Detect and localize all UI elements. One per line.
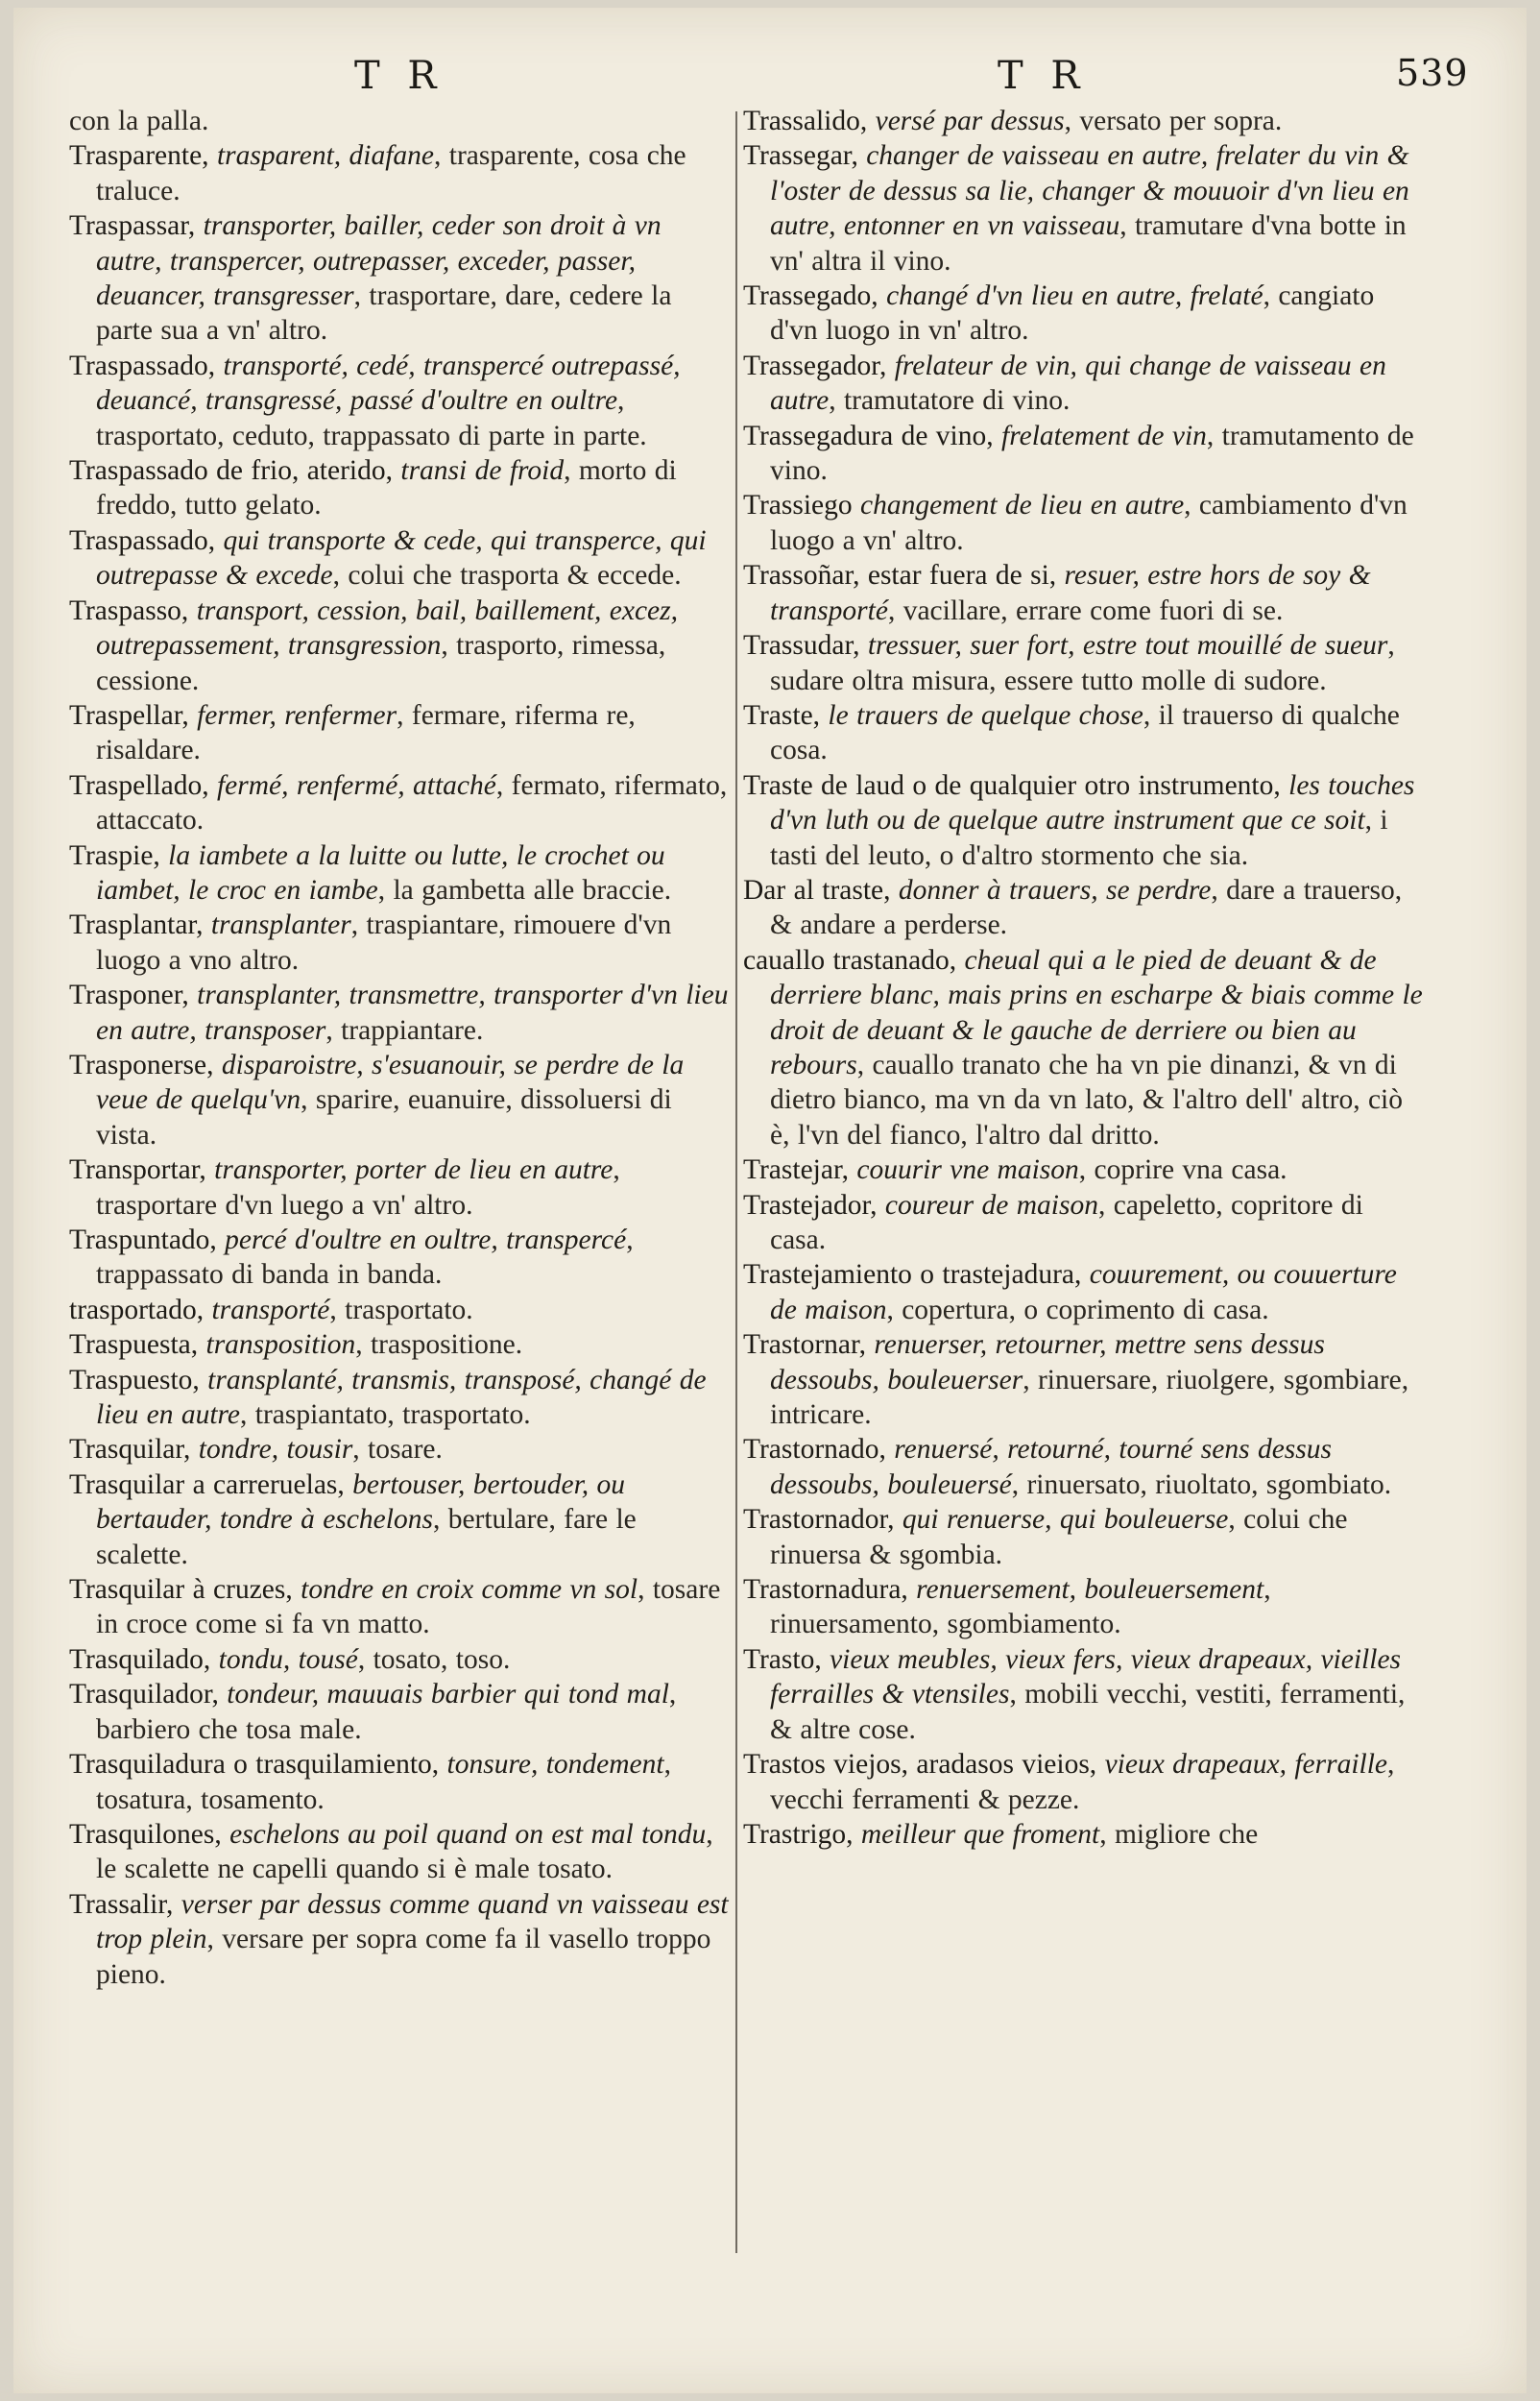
entry-headword: Trasquilador, <box>69 1679 219 1710</box>
entry-italian: , morto di freddo, tutto gelato. <box>96 455 677 521</box>
entry-headword: Trasto, <box>743 1643 822 1675</box>
entry-italian: , versare per sopra come fa il vasello troppo pieno. <box>96 1924 711 1990</box>
dictionary-entry <box>69 1817 732 1887</box>
entry-french: tondu, tousé <box>210 1643 358 1675</box>
entry-french: qui renuerse, qui bouleuerse <box>894 1504 1229 1536</box>
dictionary-entry <box>69 1363 732 1433</box>
entry-headword: Traspassado, <box>69 524 216 556</box>
entry-french: resuer, estre hors de soy & transporté <box>770 560 1371 626</box>
entry-italian: , trasportato, ceduto, trappassato di parte in parte. <box>96 385 647 451</box>
entry-italian: , tramutare d'vna botte in vn' altra il vino. <box>770 210 1407 277</box>
entry-french: transposition <box>198 1329 356 1361</box>
entry-italian: , barbiero che tosa male. <box>96 1679 677 1745</box>
entry-italian: , tosatura, tosamento. <box>96 1749 671 1815</box>
entry-italian: , trasporto, rimessa, cessione. <box>96 630 666 696</box>
dictionary-entry <box>69 1327 732 1362</box>
dictionary-entry <box>743 1572 1427 1642</box>
entry-headword: Trassoñar, estar fuera de si, <box>743 560 1057 592</box>
dictionary-entry <box>69 1887 732 1992</box>
right-running-head: T R <box>998 54 1088 98</box>
entry-french: vieux drapeaux, ferraille <box>1096 1749 1388 1781</box>
entry-italian: , tosare. <box>352 1434 443 1466</box>
entry-headword: Traspie, <box>69 839 160 871</box>
page-header <box>13 46 1527 104</box>
entry-french: frelateur de vin, qui change de vaisseau en autre <box>770 350 1386 417</box>
entry-french: tondre en croix comme vn sol <box>292 1574 638 1606</box>
entry-french: donner à trauers, se perdre <box>890 874 1212 906</box>
entry-italian: , tramutatore di vino. <box>829 385 1071 417</box>
column-divider <box>735 111 737 2253</box>
entry-italian: , le scalette ne capelli quando si è male tosato. <box>96 1818 713 1885</box>
entry-italian: , trappiantare. <box>325 1014 484 1046</box>
entry-headword: Trasquiladura o trasquilamiento, <box>69 1749 440 1781</box>
entry-italian: , trappassato di banda in banda. <box>96 1225 634 1291</box>
entry-italian: , traspositione. <box>355 1329 523 1361</box>
dictionary-entry <box>69 453 732 523</box>
entry-headword: Trastornadura, <box>743 1574 908 1606</box>
right-column <box>743 104 1427 1852</box>
entry-italian: , fermare, riferma re, risaldare. <box>96 699 636 766</box>
entry-headword: Trasparente, <box>69 140 209 172</box>
entry-french: fermer, renfermer <box>188 699 397 731</box>
dictionary-entry <box>743 1502 1427 1572</box>
entry-french: disparoistre, s'esuanouir, se perdre de la veue de quelqu'vn <box>96 1049 685 1116</box>
entry-french: tonsure, tondement <box>439 1749 664 1781</box>
dictionary-entry <box>743 768 1427 873</box>
entry-french: trasparent, diafane <box>208 140 435 172</box>
entry-italian: , colui che trasporta & eccede. <box>332 560 682 592</box>
dictionary-entry <box>743 628 1427 698</box>
entry-italian: , colui che rinuersa & sgombia. <box>770 1504 1348 1570</box>
entry-french: les touches d'vn luth ou de quelque autre instrument que ce soit <box>770 769 1415 837</box>
dictionary-entry <box>743 1817 1427 1852</box>
entry-headword: Trassegar, <box>743 140 858 172</box>
dictionary-entry <box>743 558 1427 628</box>
entry-headword: Traspellado, <box>69 769 209 801</box>
entry-french: verser par dessus comme quand vn vaisseau est trop plein <box>96 1888 729 1955</box>
entry-headword: Trastornar, <box>743 1329 867 1361</box>
entry-headword: Trassegadura de vino, <box>743 420 994 451</box>
dictionary-entry <box>743 138 1427 279</box>
entry-italian: , traspiantato, trasportato. <box>240 1399 531 1431</box>
dictionary-entry <box>69 138 732 208</box>
entry-headword: Traste de laud o de qualquier otro instrumento, <box>743 769 1281 801</box>
dictionary-entry <box>69 1432 732 1467</box>
entry-italian: , dare a trauerso, & andare a perderse. <box>770 874 1403 941</box>
entry-french: transporter, porter de lieu en autre <box>205 1154 614 1186</box>
entry-headword: Trastornador, <box>743 1504 895 1536</box>
entry-italian: , tramutamento de vino. <box>770 420 1414 487</box>
entry-italian: , rinuersare, riuolgere, sgombiare, intricare. <box>770 1364 1409 1431</box>
entry-headword: Transportar, <box>69 1154 206 1186</box>
entry-italian: con la palla. <box>69 106 209 136</box>
left-column <box>69 104 732 1992</box>
entry-headword: Traspellar, <box>69 699 189 731</box>
entry-french: couurir vne maison <box>848 1154 1079 1186</box>
entry-italian: , traspiantare, rimouere d'vn luogo a vno altro. <box>96 909 672 976</box>
entry-french: cheual qui a le pied de deuant & de derriere blanc, mais prins en escharpe & biais comme le droit de deuant & le gauche de derriere ou bien au rebours <box>770 944 1423 1080</box>
entry-italian: , mobili vecchi, vestiti, ferramenti, & altre cose. <box>770 1679 1406 1745</box>
dictionary-entry <box>69 208 732 349</box>
dictionary-entry <box>69 768 732 838</box>
entry-italian: , cangiato d'vn luogo in vn' altro. <box>770 280 1375 347</box>
entry-italian: , tosare in croce come si fa vn matto. <box>96 1574 721 1640</box>
entry-headword: trasportado, <box>69 1294 205 1325</box>
left-running-head: T R <box>354 54 445 98</box>
dictionary-entry <box>743 104 1427 138</box>
entry-italian: , trasportato. <box>329 1294 473 1325</box>
entry-headword: Trassalido, <box>743 106 868 136</box>
dictionary-entry <box>743 873 1427 943</box>
entry-french: couurement, ou couuerture de maison <box>770 1259 1397 1325</box>
entry-french: renuerser, retourner, mettre sens dessus dessoubs, bouleuerser <box>770 1329 1325 1395</box>
dictionary-entry <box>69 1572 732 1642</box>
dictionary-entry <box>743 1642 1427 1747</box>
entry-headword: Traspuesto, <box>69 1364 200 1395</box>
entry-french: renuersement, bouleuersement <box>907 1574 1264 1606</box>
entry-italian: , trasparente, cosa che traluce. <box>96 140 686 206</box>
entry-headword: Trastrigo, <box>743 1818 854 1850</box>
dictionary-entry <box>743 698 1427 768</box>
entry-italian: , sparire, euanuire, dissoluersi di vista. <box>96 1084 672 1151</box>
dictionary-entry <box>69 978 732 1048</box>
entry-headword: Trassegador, <box>743 350 887 381</box>
entry-italian: , vecchi ferramenti & pezze. <box>770 1749 1395 1815</box>
entry-italian: , cauallo tranato che ha vn pie dinanzi, & vn di dietro bianco, ma vn da vn lato, & l'altro dell' altro, ciò è, l'vn del fianco, l'altro dal dritto. <box>770 1049 1403 1151</box>
dictionary-entry <box>743 279 1427 349</box>
entry-italian: , fermato, rifermato, attaccato. <box>96 769 728 837</box>
entry-headword: Trasquilado, <box>69 1643 211 1675</box>
entry-italian: , cambiamento d'vn luogo a vn' altro. <box>770 490 1408 556</box>
entry-headword: Trastejamiento o trastejadura, <box>743 1259 1082 1291</box>
dictionary-entry <box>743 1257 1427 1327</box>
dictionary-entry <box>743 1327 1427 1432</box>
entry-headword: Trasquilar a carreruelas, <box>69 1468 345 1500</box>
dictionary-entry <box>743 1152 1427 1187</box>
entry-italian: , sudare oltra misura, essere tutto molle di sudore. <box>770 630 1395 696</box>
entry-headword: Trasplantar, <box>69 909 204 941</box>
entry-french: tressuer, suer fort, estre tout mouillé de sueur <box>859 630 1388 662</box>
page-number: 539 <box>1396 52 1469 94</box>
entry-french: transporté <box>204 1294 330 1325</box>
entry-french: tondre, tousir <box>190 1434 353 1466</box>
entry-french: changer de vaisseau en autre, frelater du vin & l'oster de dessus sa lie, changer & mouuoir d'vn lieu en autre, entonner en vn vaisseau <box>770 140 1409 242</box>
entry-headword: Trassegado, <box>743 280 878 312</box>
dictionary-entry <box>69 698 732 768</box>
dictionary-entry <box>69 1048 732 1152</box>
entry-headword: Trasponerse, <box>69 1049 214 1080</box>
dictionary-entry <box>743 1432 1427 1502</box>
dictionary-entry <box>69 523 732 594</box>
entry-french: le trauers de quelque chose <box>820 699 1143 731</box>
dictionary-entry <box>69 1747 732 1817</box>
entry-headword: Trasquilones, <box>69 1818 222 1850</box>
dictionary-page <box>13 8 1527 2393</box>
entry-italian: , trasportare, dare, cedere la parte sua a vn' altro. <box>96 280 672 347</box>
entry-french: tondeur, mauuais barbier qui tond mal <box>218 1679 669 1710</box>
dictionary-entry <box>69 1293 732 1327</box>
entry-french: bertouser, bertouder, ou bertauder, tondre à eschelons <box>96 1468 626 1536</box>
dictionary-entry <box>743 1188 1427 1258</box>
entry-french: changé d'vn lieu en autre, frelaté <box>878 280 1263 312</box>
entry-french: transplanté, transmis, transposé, changé de lieu en autre <box>96 1364 707 1431</box>
entry-headword: Traspassado de frio, aterido, <box>69 455 393 487</box>
entry-french: qui transporte & cede, qui transperce, qui outrepasse & excede <box>96 524 707 592</box>
dictionary-entry <box>69 908 732 978</box>
entry-french: fermé, renfermé, attaché <box>208 769 496 801</box>
entry-french: la iambete a la luitte ou lutte, le crochet ou iambet, le croc en iambe <box>96 839 665 906</box>
dictionary-entry <box>69 1467 732 1572</box>
entry-headword: Dar al traste, <box>743 874 891 906</box>
entry-french: renuersé, retourné, tourné sens dessus dessoubs, bouleuersé <box>770 1434 1332 1500</box>
dictionary-entry <box>69 1152 732 1223</box>
entry-french: transporter, bailler, ceder son droit à vn autre, transpercer, outrepasser, exceder, passer, deuancer, transgresser <box>96 210 662 312</box>
entry-headword: Trasquilar, <box>69 1434 191 1466</box>
dictionary-entry <box>69 104 732 138</box>
entry-french: meilleur que froment <box>853 1818 1100 1850</box>
entry-headword: Trasponer, <box>69 980 189 1011</box>
entry-french: percé d'oultre en oultre, transpercé <box>216 1225 627 1255</box>
entry-italian: , versato per sopra. <box>1064 106 1283 136</box>
dictionary-entry <box>69 838 732 909</box>
dictionary-entry <box>69 1677 732 1747</box>
entry-headword: Traspuesta, <box>69 1329 199 1361</box>
dictionary-entry <box>743 943 1427 1152</box>
entry-headword: Traspuntado, <box>69 1225 217 1255</box>
entry-headword: Trasquilar à cruzes, <box>69 1574 293 1606</box>
entry-headword: Traspassado, <box>69 350 216 381</box>
entry-french: eschelons au poil quand on est mal tondu <box>221 1818 707 1850</box>
entry-french: transporté, cedé, transpercé outrepassé, deuancé, transgressé, passé d'oultre en oultre <box>96 350 681 417</box>
entry-french: coureur de maison <box>877 1189 1098 1221</box>
entry-italian: , rinuersato, riuoltato, sgombiato. <box>1011 1468 1392 1500</box>
dictionary-entry <box>69 1642 732 1677</box>
entry-french: changement de lieu en autre <box>852 490 1185 521</box>
entry-french: frelatement de vin <box>993 420 1207 451</box>
entry-italian: , trasportare d'vn luego a vn' altro. <box>96 1154 620 1221</box>
dictionary-entry <box>743 488 1427 558</box>
entry-french: transplanter, transmettre, transporter d'vn lieu en autre, transposer <box>96 980 729 1046</box>
entry-italian: , rinuersamento, sgombiamento. <box>770 1574 1271 1640</box>
entry-headword: Traste, <box>743 699 821 731</box>
entry-italian: , la gambetta alle braccie. <box>377 874 672 906</box>
entry-french: transi de froid <box>393 455 565 487</box>
dictionary-entry <box>743 419 1427 489</box>
dictionary-entry <box>743 349 1427 419</box>
dictionary-entry <box>69 349 732 453</box>
dictionary-entry <box>69 594 732 698</box>
entry-headword: cauallo trastanado, <box>743 944 957 976</box>
entry-italian: , tosato, toso. <box>357 1643 511 1675</box>
entry-headword: Trassalir, <box>69 1888 174 1920</box>
entry-french: versé par dessus <box>867 106 1065 136</box>
entry-italian: , il trauerso di qualche cosa. <box>770 699 1400 766</box>
entry-headword: Trastornado, <box>743 1434 886 1466</box>
entry-headword: Trastejador, <box>743 1189 878 1221</box>
entry-headword: Trassudar, <box>743 630 860 662</box>
entry-french: transplanter <box>203 909 351 941</box>
entry-headword: Traspassar, <box>69 210 196 242</box>
dictionary-entry <box>743 1747 1427 1817</box>
entry-headword: Trastejar, <box>743 1154 849 1186</box>
entry-italian: , bertulare, fare le scalette. <box>96 1504 637 1570</box>
entry-french: vieux meubles, vieux fers, vieux drapeaux, vieilles ferrailles & vtensiles <box>770 1643 1402 1710</box>
entry-headword: Trassiego <box>743 490 853 521</box>
entry-headword: Trastos viejos, aradasos vieios, <box>743 1749 1097 1781</box>
entry-italian: , copertura, o coprimento di casa. <box>886 1294 1269 1325</box>
entry-headword: Traspasso, <box>69 594 189 626</box>
entry-italian: , coprire vna casa. <box>1078 1154 1287 1186</box>
entry-italian: , vacillare, errare come fuori di se. <box>887 594 1284 626</box>
entry-italian: , migliore che <box>1099 1818 1259 1850</box>
entry-french: transport, cession, bail, baillement, excez, outrepassement, transgression <box>96 594 679 662</box>
entry-italian: , capeletto, copritore di casa. <box>770 1189 1363 1255</box>
entry-italian: , i tasti del leuto, o d'altro stormento che sia. <box>770 805 1388 871</box>
dictionary-entry <box>69 1223 732 1293</box>
